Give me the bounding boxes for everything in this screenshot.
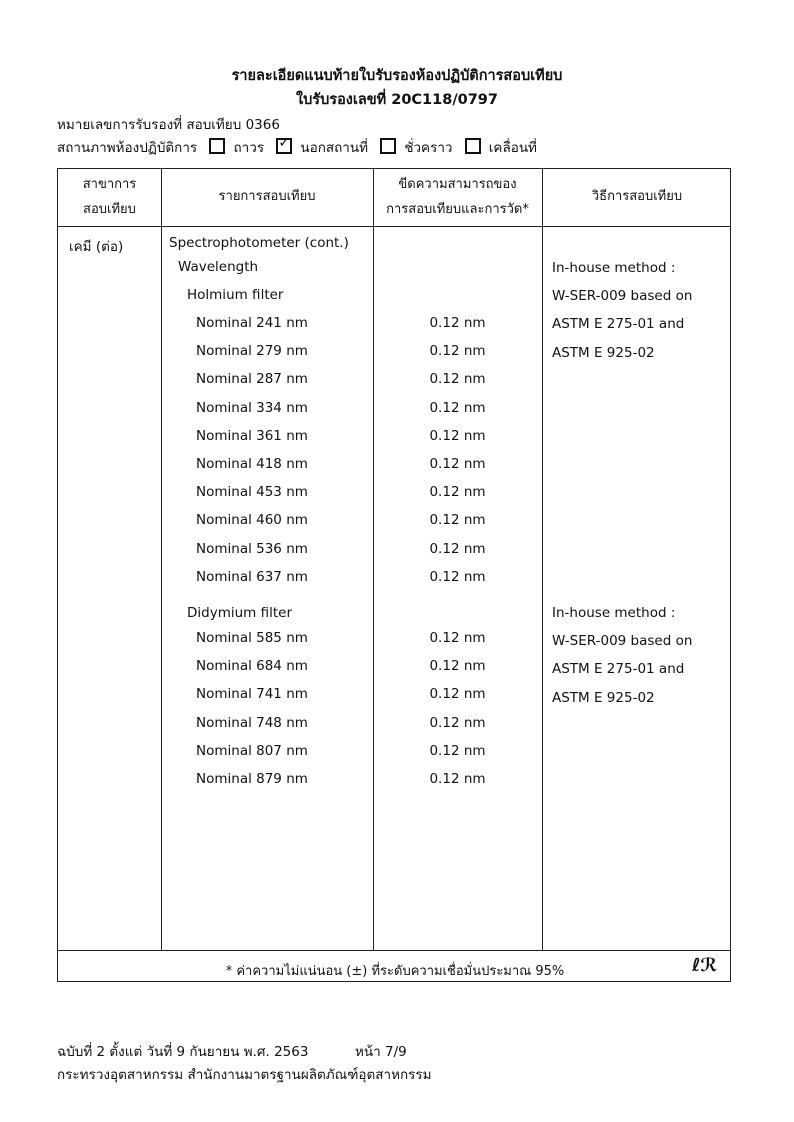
filter-name: Didymium filter [187, 605, 293, 621]
edition-info: ฉบับที่ 2 ตั้งแต่ วันที่ 9 กันยายน พ.ศ. 2563 [57, 1044, 309, 1060]
method-line: In-house method : [552, 260, 676, 276]
method-line: ASTM E 925-02 [552, 689, 655, 706]
cmc-value: 0.12 nm [429, 658, 486, 675]
cmc-value: 0.12 nm [429, 427, 486, 444]
cmc-value: 0.12 nm [429, 686, 486, 703]
certificate-number: ใบรับรองเลขที่ 20C118/0797 [296, 92, 498, 108]
cmc-value: 0.12 nm [429, 568, 486, 585]
page-number: หน้า 7/9 [355, 1044, 407, 1060]
filter-name: Holmium filter [187, 287, 284, 303]
divider [58, 226, 730, 227]
nominal-wavelength: Nominal 807 nm [196, 742, 308, 759]
nominal-wavelength: Nominal 241 nm [196, 315, 308, 331]
option-label: เคลื่อนที่ [488, 140, 537, 156]
header-method: วิธีการสอบเทียบ [591, 189, 683, 204]
divider [161, 169, 162, 951]
header-cmc: ขีดความสามารถของ การสอบเทียบและการวัด* [386, 177, 529, 217]
nominal-wavelength: Nominal 748 nm [196, 714, 308, 731]
cmc-value: 0.12 nm [429, 484, 486, 501]
method-line: ASTM E 925-02 [552, 344, 655, 361]
header-field: สาขาการ สอบเทียบ [82, 177, 137, 217]
accreditation-number: หมายเลขการรับรองที่ สอบเทียบ 0366 [57, 117, 280, 133]
lab-status [57, 136, 537, 158]
nominal-wavelength: Nominal 460 nm [196, 512, 308, 529]
nominal-wavelength: Nominal 334 nm [196, 399, 308, 416]
divider [373, 169, 374, 951]
divider [58, 950, 730, 951]
nominal-wavelength: Nominal 536 nm [196, 540, 308, 557]
nominal-wavelength: Nominal 361 nm [196, 427, 308, 444]
option-label: ชั่วคราว [404, 140, 453, 156]
cmc-value: 0.12 nm [429, 742, 486, 759]
method-line: W-SER-009 based on [552, 633, 693, 650]
footnote: * ค่าความไม่แน่นอน (±) ที่ระดับความเชื่อมั่นประมาณ 95% [225, 964, 565, 979]
scope-table [57, 168, 731, 982]
nominal-wavelength: Nominal 453 nm [196, 484, 308, 501]
lab-status-label: สถานภาพห้องปฏิบัติการ [57, 140, 198, 156]
nominal-wavelength: Nominal 418 nm [196, 456, 308, 472]
cmc-value: 0.12 nm [429, 399, 486, 416]
agency-name: กระทรวงอุตสาหกรรม สำนักงานมาตรฐานผลิตภัณฑ์อุตสาหกรรม [57, 1067, 432, 1083]
field-cell: เคมี (ต่อ) [69, 239, 124, 255]
cmc-value: 0.12 nm [429, 540, 486, 557]
nominal-wavelength: Nominal 585 nm [196, 630, 308, 646]
cmc-value: 0.12 nm [429, 343, 486, 360]
checkbox-onsite[interactable] [276, 138, 292, 154]
cmc-value: 0.12 nm [429, 630, 486, 646]
method-line: ASTM E 275-01 and [552, 661, 685, 678]
nominal-wavelength: Nominal 879 nm [196, 771, 308, 787]
document-title: รายละเอียดแนบท้ายใบรับรองห้องปฏิบัติการสอบเทียบ [231, 68, 563, 84]
nominal-wavelength: Nominal 637 nm [196, 568, 308, 585]
nominal-wavelength: Nominal 279 nm [196, 343, 308, 360]
checkbox-mobile[interactable] [465, 138, 481, 154]
checkbox-permanent[interactable] [209, 138, 225, 154]
checkbox-temporary[interactable] [380, 138, 396, 154]
method-line: ASTM E 275-01 and [552, 316, 685, 333]
cmc-value: 0.12 nm [429, 456, 486, 472]
parameter-cell: Wavelength [178, 259, 259, 275]
nominal-wavelength: Nominal 741 nm [196, 686, 308, 703]
cmc-value: 0.12 nm [429, 512, 486, 529]
option-label: ถาวร [233, 140, 265, 156]
cmc-value: 0.12 nm [429, 315, 486, 331]
cmc-value: 0.12 nm [429, 714, 486, 731]
cmc-value: 0.12 nm [429, 771, 486, 787]
instrument-cell: Spectrophotometer (cont.) [169, 235, 349, 251]
option-label: นอกสถานที่ [300, 140, 369, 156]
initials-signature: ℓℛ [692, 955, 718, 976]
cmc-value: 0.12 nm [429, 371, 486, 388]
method-line: W-SER-009 based on [552, 288, 693, 305]
nominal-wavelength: Nominal 287 nm [196, 371, 308, 388]
method-line: In-house method : [552, 605, 676, 621]
divider [542, 169, 543, 951]
header-item: รายการสอบเทียบ [218, 189, 316, 204]
nominal-wavelength: Nominal 684 nm [196, 658, 308, 675]
